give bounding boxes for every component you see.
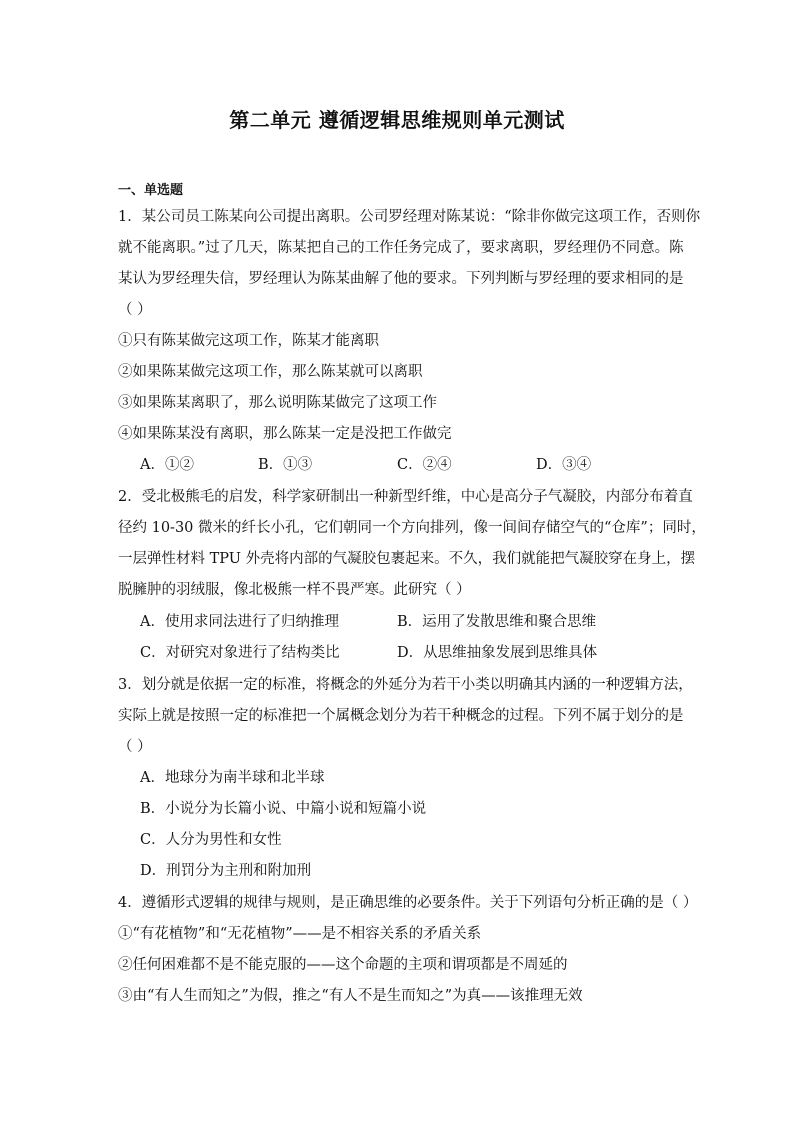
- q1-option-c[interactable]: C．②④: [397, 457, 452, 473]
- q2-option-b[interactable]: B．运用了发散思维和聚合思维: [397, 614, 597, 630]
- q1-statement-3: ③如果陈某离职了，那么说明陈某做完了这项工作: [118, 395, 437, 411]
- section-heading: 一、单选题: [118, 183, 184, 198]
- q1-line-3: 某认为罗经理失信，罗经理认为陈某曲解了他的要求。下列判断与罗经理的要求相同的是: [118, 271, 684, 287]
- q1-line-4: （ ）: [118, 302, 152, 318]
- q4-statement-3: ③由“有人生而知之”为假，推之“有人不是生而知之”为真——该推理无效: [118, 988, 583, 1004]
- q2-line-3: 一层弹性材料 TPU 外壳将内部的气凝胶包裹起来。不久，我们就能把气凝胶穿在身上，摆: [118, 551, 696, 567]
- q3-line-3: （ ）: [118, 739, 152, 755]
- q3-option-a[interactable]: A．地球分为南半球和北半球: [140, 770, 325, 786]
- q1-line-2: 就不能离职。”过了几天，陈某把自己的工作任务完成了，要求离职，罗经理仍不同意。陈: [118, 240, 684, 256]
- q4-statement-1: ①“有花植物”和“无花植物”——是不相容关系的矛盾关系: [118, 926, 482, 942]
- q1-statement-4: ④如果陈某没有离职，那么陈某一定是没把工作做完: [118, 426, 452, 442]
- q2-line-2: 径约 10-30 微米的纤长小孔，它们朝同一个方向排列，像一间间存储空气的“仓库”；同时，: [118, 520, 706, 536]
- q2-option-c[interactable]: C．对研究对象进行了结构类比: [140, 645, 340, 661]
- q3-line-2: 实际上就是按照一定的标准把一个属概念划分为若干种概念的过程。下列不属于划分的是: [118, 708, 684, 724]
- q3-line-1: 3．划分就是依据一定的标准，将概念的外延分为若干小类以明确其内涵的一种逻辑方法，: [118, 677, 693, 693]
- q1-option-b[interactable]: B．①③: [258, 457, 313, 473]
- q2-line-4: 脱臃肿的羽绒服，像北极熊一样不畏严寒。此研究（ ）: [118, 582, 471, 598]
- q1-line-1: 1．某公司员工陈某向公司提出离职。公司罗经理对陈某说：“除非你做完这项工作，否则你: [118, 209, 701, 225]
- q1-option-a[interactable]: A．①②: [140, 457, 194, 473]
- q1-statement-1: ①只有陈某做完这项工作，陈某才能离职: [118, 333, 379, 349]
- q3-option-d[interactable]: D．刑罚分为主刑和附加刑: [140, 863, 312, 879]
- q3-option-c[interactable]: C．人分为男性和女性: [140, 832, 282, 848]
- q4-statement-2: ②任何困难都不是不能克服的——这个命题的主项和谓项都是不周延的: [118, 957, 568, 973]
- q2-line-1: 2．受北极熊毛的启发，科学家研制出一种新型纤维，中心是高分子气凝胶，内部分布着直: [118, 489, 693, 505]
- q3-option-b[interactable]: B．小说分为长篇小说、中篇小说和短篇小说: [140, 801, 427, 817]
- page-title: 第二单元 遵循逻辑思维规则单元测试: [229, 108, 565, 132]
- q1-statement-2: ②如果陈某做完这项工作，那么陈某就可以离职: [118, 364, 423, 380]
- q2-option-d[interactable]: D．从思维抽象发展到思维具体: [397, 645, 598, 661]
- q1-option-d[interactable]: D．③④: [536, 457, 592, 473]
- q2-option-a[interactable]: A．使用求同法进行了归纳推理: [140, 614, 339, 630]
- q4-line-1: 4．遵循形式逻辑的规律与规则，是正确思维的必要条件。关于下列语句分析正确的是（ ）: [118, 895, 698, 911]
